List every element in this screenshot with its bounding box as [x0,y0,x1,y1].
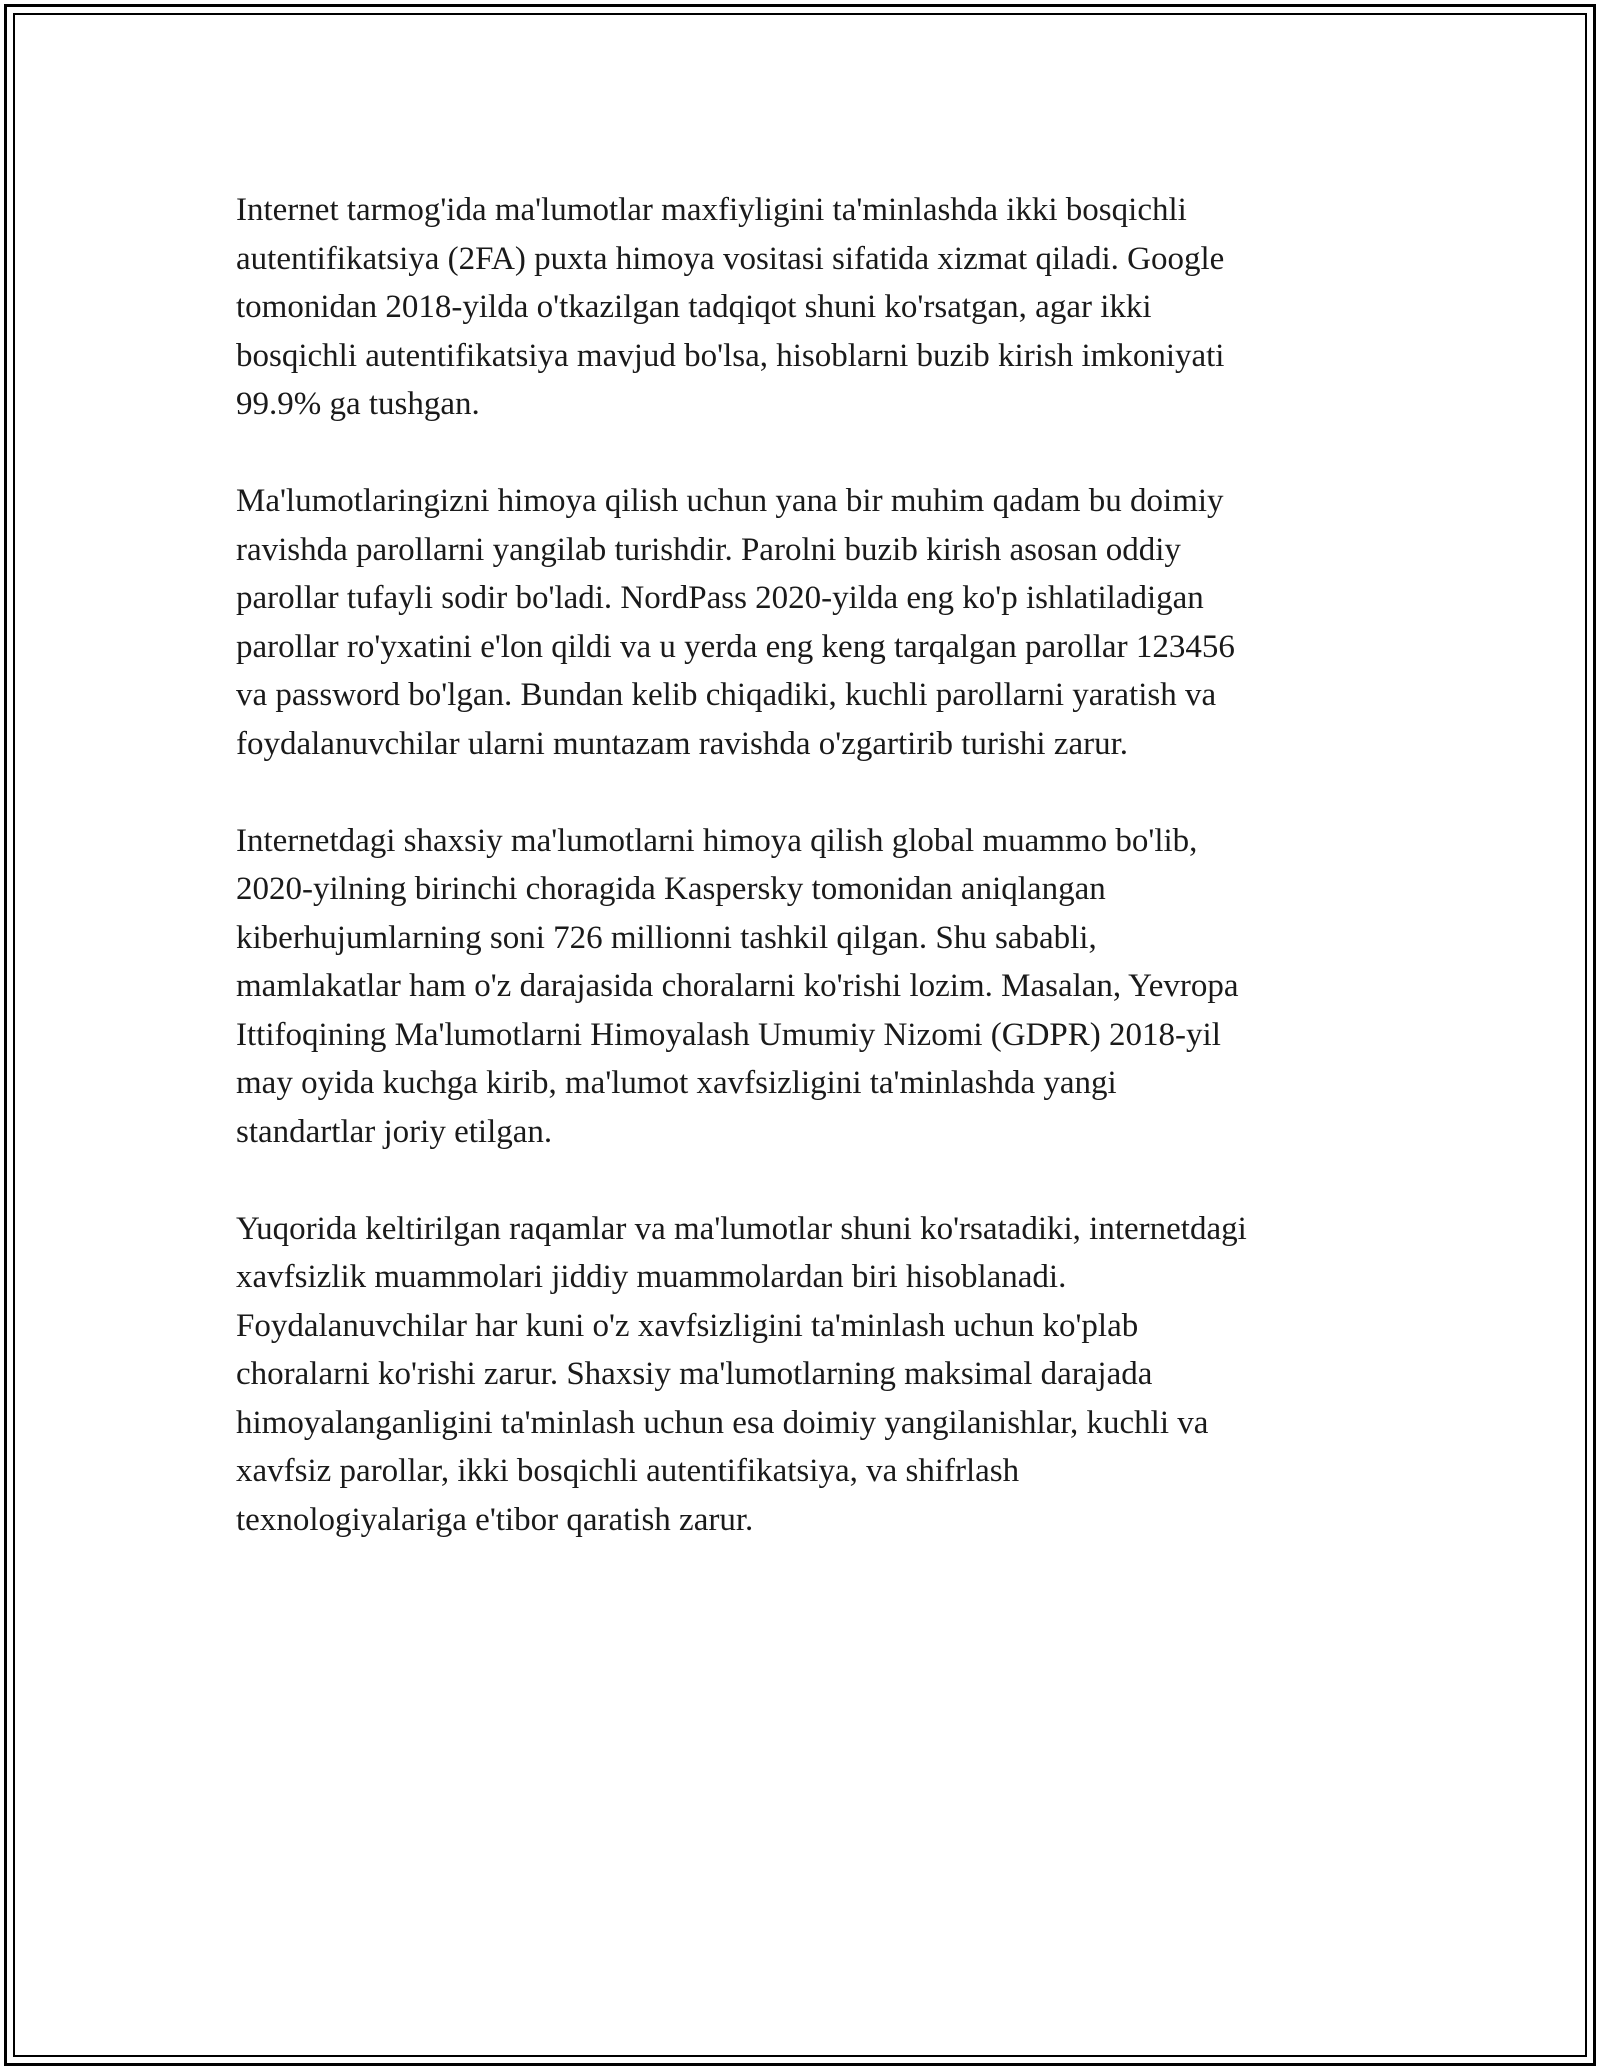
paragraph-global-data-protection: Internetdagi shaxsiy ma'lumotlarni himoya qilish global muammo bo'lib, 2020-yilning birinchi choragida Kaspersky tomonidan aniqlangan kiberhujumlarning soni 726 millionni tashkil qilgan. Shu sababli, mamlakatlar ham o'z darajasida choralarni ko'rishi lozim. Masalan, Yevropa Ittifoqining Ma'lumotlarni Himoyalash Umumiy Nizomi (GDPR) 2018-yil may oyida kuchga kirib, ma'lumot xavfsizligini ta'minlashda yangi standartlar joriy etilgan. [236,822,1239,1150]
paragraph-two-factor-authentication: Internet tarmog'ida ma'lumotlar maxfiyligini ta'minlashda ikki bosqichli autentifikatsiya (2FA) puxta himoya vositasi sifatida xizmat qiladi. Google tomonidan 2018-yilda o'tkazilgan tadqiqot shuni ko'rsatgan, agar ikki bosqichli autentifikatsiya mavjud bo'lsa, hisoblarni buzib kirish imkoniyati 99.9% ga tushgan. [236,192,1225,422]
paragraph-password-updates: Ma'lumotlaringizni himoya qilish uchun yana bir muhim qadam bu doimiy ravishda parollarni yangilab turishdir. Parolni buzib kirish asosan oddiy parollar tufayli sodir bo'ladi. NordPass 2020-yilda eng ko'p ishlatiladigan parollar ro'yxatini e'lon qildi va u yerda eng keng tarqalgan parollar 123456 va password bo'lgan. Bundan kelib chiqadiki, kuchli parollarni yaratish va foydalanuvchilar ularni muntazam ravishda o'zgartirib turishi zarur. [236,483,1235,762]
document-body [236,186,1376,1593]
paragraph-conclusion: Yuqorida keltirilgan raqamlar va ma'lumotlar shuni ko'rsatadiki, internetdagi xavfsizlik muammolari jiddiy muammolardan biri hisoblanadi. Foydalanuvchilar har kuni o'z xavfsizligini ta'minlash uchun ko'plab choralarni ko'rishi zarur. Shaxsiy ma'lumotlarning maksimal darajada himoyalanganligini ta'minlash uchun esa doimiy yangilanishlar, kuchli va xavfsiz parollar, ikki bosqichli autentifikatsiya, va shifrlash texnologiyalariga e'tibor qaratish zarur. [236,1210,1247,1538]
